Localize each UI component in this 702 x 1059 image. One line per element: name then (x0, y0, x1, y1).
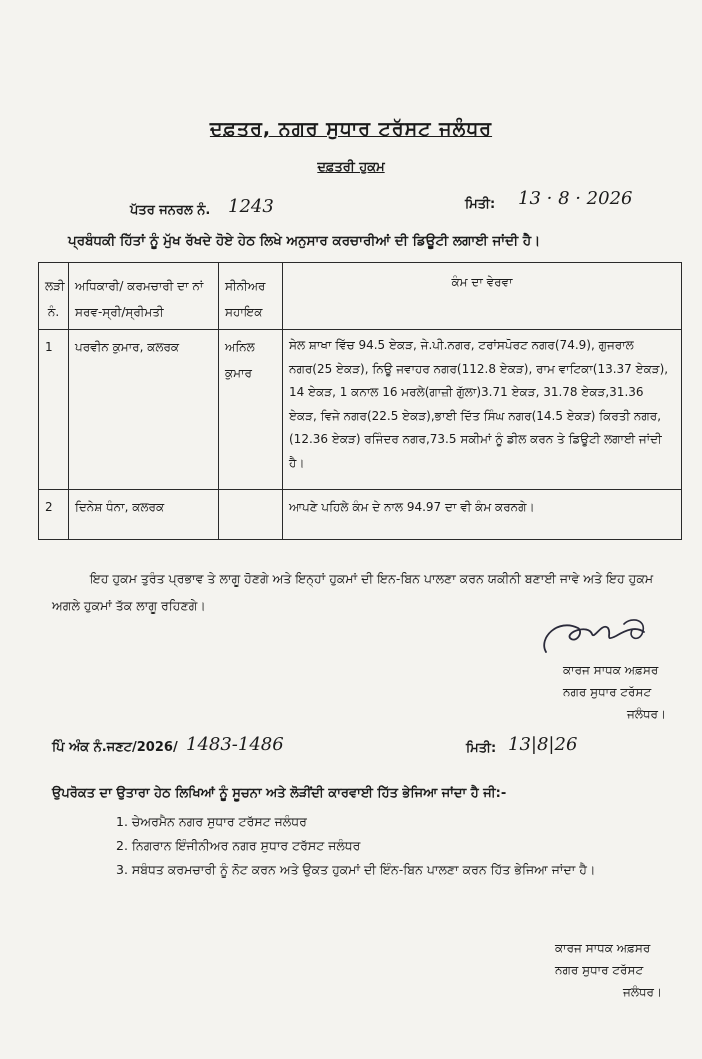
row-name: ਪਰਵੀਨ ਕੁਮਾਰ, ਕਲਰਕ (69, 330, 219, 490)
sig2-office: ਨਗਰ ਸੁਧਾਰ ਟਰੱਸਟ (555, 963, 644, 977)
signature-image (532, 608, 662, 664)
office-title: ਦਫ਼ਤਰ, ਨਗਰ ਸੁਧਾਰ ਟਰੱਸਟ ਜਲੰਧਰ (209, 118, 493, 140)
endorsement-date-label: ਮਿਤੀ: (466, 741, 497, 756)
header-work: ਕੰਮ ਦਾ ਵੇਰਵਾ (283, 263, 682, 330)
sig1-office: ਨਗਰ ਸੁਧਾਰ ਟਰੱਸਟ (563, 685, 652, 699)
row-work: ਸੇਲ ਸ਼ਾਖਾ ਵਿੱਚ 94.5 ਏਕੜ, ਜੇ.ਪੀ.ਨਗਰ, ਟਰਾਂਸਪੋਰਟ ਨਗਰ(74.9), ਗੁਜਰਾਲ ਨਗਰ(25 ਏਕੜ), ਨਿਊ ਜਵਾਹਰ ਨਗਰ(112.8 ਏਕੜ), ਰਾਮ ਵਾਟਿਕਾ(13.37 ਏਕੜ), 14 ਏਕੜ, 1 ਕਨਾਲ 16 ਮਰਲੇ(ਗਾਜ਼ੀ ਗੁੱਲਾ)3.71 ਏਕੜ, 31.78 ਏਕੜ,31.36 ਏਕੜ, ਵਿਜੇ ਨਗਰ(22.5 ਏਕੜ),ਭਾਈ ਦਿੱਤ ਸਿੰਘ ਨਗਰ(14.5 ਏਕੜ) ਕਿਰਤੀ ਨਗਰ, (12.36 ਏਕੜ) ਰਜਿੰਦਰ ਨਗਰ,73.5 ਸਕੀਮਾਂ ਨੂੰ ਡੀਲ ਕਰਨ ਤੇ ਡਿਊਟੀ ਲਗਾਈ ਜਾਂਦੀ ਹੈ। (283, 330, 682, 490)
order-type-heading: ਦਫ਼ਤਰੀ ਹੁਕਮ (317, 160, 385, 175)
list-item: 1. ਚੇਅਰਮੈਨ ਨਗਰ ਸੁਧਾਰ ਟਰੱਸਟ ਜਲੰਧਰ (116, 814, 307, 829)
row-assistant (219, 490, 283, 540)
endorsement-label: ਪਿੰ ਅੰਕ ਨੰ.ਜਣਟ/2026/ (52, 740, 178, 755)
list-item: 3. ਸਬੰਧਤ ਕਰਮਚਾਰੀ ਨੂੰ ਨੋਟ ਕਰਨ ਅਤੇ ਉਕਤ ਹੁਕਮਾਂ ਦੀ ਇੰਨ-ਬਿਨ ਪਾਲਣਾ ਕਰਨ ਹਿੱਤ ਭੇਜਿਆ ਜਾਂਦਾ ਹੈ। (116, 862, 596, 877)
signature-block-1 (563, 659, 666, 725)
table-header-row (39, 263, 682, 330)
header-assistant: ਸੀਨੀਅਰ ਸਹਾਇਕ (219, 263, 283, 330)
header-name: ਅਧਿਕਾਰੀ/ ਕਰਮਚਾਰੀ ਦਾ ਨਾਂ ਸਰਵ-ਸ੍ਰੀ/ਸ੍ਰੀਮਤੀ (69, 263, 219, 330)
endorsement-number: 1483-1486 (186, 734, 284, 755)
sig2-city: ਜਲੰਧਰ। (623, 985, 663, 999)
row-sr: 1 (39, 330, 69, 490)
header-sr: ਲੜੀ ਨੰ. (39, 263, 69, 330)
duty-table (38, 262, 682, 540)
table-row (39, 330, 682, 490)
sig1-designation: ਕਾਰਜ ਸਾਧਕ ਅਫ਼ਸਰ (563, 663, 659, 677)
copy-intro: ਉਪਰੋਕਤ ਦਾ ਉਤਾਰਾ ਹੇਠ ਲਿਖਿਆਂ ਨੂੰ ਸੂਚਨਾ ਅਤੇ ਲੋੜੀਂਦੀ ਕਾਰਵਾਈ ਹਿੱਤ ਭੇਜਿਆ ਜਾਂਦਾ ਹੈ ਜੀ:- (52, 786, 507, 801)
compliance-text: ਇਹ ਹੁਕਮ ਤੁਰੰਤ ਪ੍ਰਭਾਵ ਤੇ ਲਾਗੂ ਹੋਣਗੇ ਅਤੇ ਇਨ੍ਹਾਂ ਹੁਕਮਾਂ ਦੀ ਇਨ-ਬਿਨ ਪਾਲਣਾ ਕਰਨ ਯਕੀਨੀ ਬਣਾਈ ਜਾਵੇ ਅਤੇ ਇਹ ਹੁਕਮ ਅਗਲੇ ਹੁਕਮਾਂ ਤੱਕ ਲਾਗੂ ਰਹਿਣਗੇ। (52, 571, 654, 613)
row-name: ਦਿਨੇਸ਼ ਧੰਨਾ, ਕਲਰਕ (69, 490, 219, 540)
endorsement-date: 13|8|26 (508, 734, 578, 755)
intro-text: ਪ੍ਰਬੰਧਕੀ ਹਿੱਤਾਂ ਨੂੰ ਮੁੱਖ ਰੱਖਦੇ ਹੋਏ ਹੇਠ ਲਿਖੇ ਅਨੁਸਾਰ ਕਰਚਾਰੀਆਂ ਦੀ ਡਿਊਟੀ ਲਗਾਈ ਜਾਂਦੀ ਹੈ। (68, 233, 541, 249)
table-row (39, 490, 682, 540)
row-sr: 2 (39, 490, 69, 540)
signature-block-2 (555, 937, 662, 1003)
ref-number: 1243 (228, 196, 274, 217)
ref-number-label: ਪੱਤਰ ਜਨਰਲ ਨੰ. (130, 203, 211, 218)
row-assistant: ਅਨਿਲ ਕੁਮਾਰ (219, 330, 283, 490)
ref-date-label: ਮਿਤੀ: (465, 197, 496, 212)
list-item: 2. ਨਿਗਰਾਨ ਇੰਜੀਨੀਅਰ ਨਗਰ ਸੁਧਾਰ ਟਰੱਸਟ ਜਲੰਧਰ (116, 838, 361, 853)
ref-date: 13 · 8 · 2026 (518, 188, 633, 209)
sig2-designation: ਕਾਰਜ ਸਾਧਕ ਅਫ਼ਸਰ (555, 941, 651, 955)
sig1-city: ਜਲੰਧਰ। (627, 707, 667, 721)
row-work: ਆਪਣੇ ਪਹਿਲੇ ਕੰਮ ਦੇ ਨਾਲ 94.97 ਦਾ ਵੀ ਕੰਮ ਕਰਨਗੇ। (283, 490, 682, 540)
